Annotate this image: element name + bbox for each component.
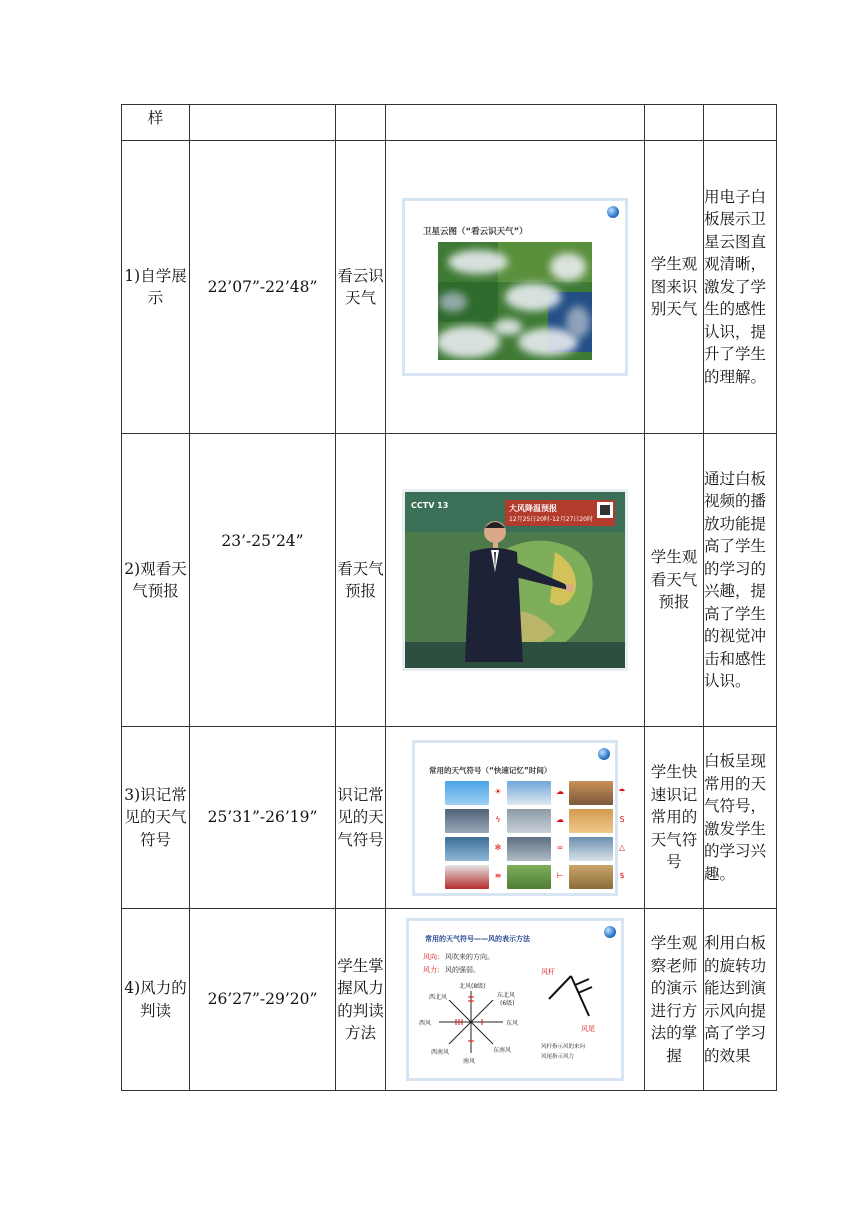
forecast-video-image (405, 492, 625, 668)
desert-tile (569, 865, 613, 889)
table-row (122, 105, 777, 141)
cell-image (386, 727, 645, 909)
compass-s: 南风 (463, 1058, 476, 1065)
sunny-tile (445, 781, 489, 805)
table-row (122, 141, 777, 434)
frost-icon: ≡ (494, 870, 502, 880)
cell-content: 看云识天气 (336, 141, 386, 434)
weather-symbols-slide (412, 740, 626, 896)
wind-icon: ⊢ (556, 870, 564, 880)
note-force: 风尾指示风力 (541, 1054, 575, 1060)
slide-caption: 常用的天气符号（“快速记忆”时间） (429, 765, 552, 775)
cell-step: 1)自学展示 (122, 141, 190, 434)
cell-time: 26’27”-29’20” (190, 909, 336, 1091)
sandstorm-icon: S (619, 814, 625, 824)
snow-icon: ✻ (494, 842, 502, 852)
cell-step: 3)识记常见的天气符号 (122, 727, 190, 909)
table-row (122, 909, 777, 1091)
table-row (122, 434, 777, 727)
cell-purpose: 通过白板视频的播放功能提高了学生的学习的兴趣，提高了学生的视觉冲击和感性认识。 (704, 434, 777, 727)
cell-time: 25’31”-26’19” (190, 727, 336, 909)
globe-icon (607, 206, 619, 218)
cctv-logo: CCTV 13 (411, 501, 449, 510)
rain-icon: ☂ (618, 786, 626, 796)
haze-icon: ∞ (556, 842, 564, 852)
slide-caption: 卫星云图（“看云识天气”） (423, 227, 528, 237)
dust-icon: $ (619, 870, 625, 880)
wind-barb-icon (549, 976, 592, 1016)
hail-tile (569, 837, 613, 861)
storm-tile (445, 809, 489, 833)
compass-se: 东南风 (493, 1047, 512, 1054)
cell-step: 2)观看天气预报 (122, 434, 190, 727)
cell-purpose: 用电子白板展示卫星云图直观清晰，激发了学生的感性认识，提升了学生的理解。 (704, 141, 777, 434)
wind-dir-text: 风吹来的方向。 (445, 953, 494, 961)
cell-student: 学生观看天气预报 (645, 434, 704, 727)
compass-e: 东风 (506, 1020, 519, 1027)
sunny-icon: ☀ (494, 786, 502, 796)
wind-force-label: 风力: (423, 966, 440, 974)
satellite-cloud-image (438, 242, 592, 360)
wind-dir-label: 风向: (423, 953, 440, 961)
cell-image (386, 434, 645, 727)
cell-time: 22’07”-22’48” (190, 141, 336, 434)
cell-image (386, 141, 645, 434)
wind-diagram (409, 921, 621, 1078)
weather-symbol-grid (445, 781, 627, 889)
cell-time: 23’-25’24” (190, 434, 336, 727)
overcast-tile (507, 809, 551, 833)
cell-student: 学生快速识记常用的天气符号 (645, 727, 704, 909)
cloud-icon: ☁ (556, 786, 564, 796)
cell-step: 4)风力的判读 (122, 909, 190, 1091)
slide-caption: 常用的天气符号——风的表示方法 (425, 935, 530, 943)
wind-symbol-slide (406, 918, 624, 1081)
bus-tile (445, 865, 489, 889)
compass-ne-level: (6级) (500, 1000, 515, 1007)
compass-w: 西风 (419, 1020, 432, 1027)
globe-icon (598, 748, 610, 760)
tail-label: 风尾 (581, 1025, 595, 1033)
cell-content: 识记常见的天气符号 (336, 727, 386, 909)
compass-sw: 西南风 (431, 1049, 450, 1056)
cell-image (386, 909, 645, 1091)
cell-step: 样 (122, 105, 190, 141)
city-tile (507, 837, 551, 861)
note-direction: 风杆指示风的来向 (541, 1044, 586, 1050)
lesson-table (121, 104, 777, 1091)
cell-content: 看天气预报 (336, 434, 386, 727)
fog-tile (445, 837, 489, 861)
cell-student: 学生观察老师的演示进行方法的掌握 (645, 909, 704, 1091)
table-row (122, 727, 777, 909)
pole-label: 风杆 (541, 968, 555, 976)
cell-purpose: 白板呈现常用的天气符号，激发学生的学习兴趣。 (704, 727, 777, 909)
forecast-date: 12月25日20时-12月27日20时 (509, 516, 593, 523)
forecast-title: 大风降温预报 (509, 504, 557, 513)
storm-icon: ϟ (495, 814, 501, 824)
cell-student: 学生观图来识别天气 (645, 141, 704, 434)
overcast-icon: ☁ (556, 814, 564, 824)
wind-compass (439, 991, 503, 1053)
cell-content: 学生掌握风力的判读方法 (336, 909, 386, 1091)
compass-n: 北风(8级) (459, 983, 486, 990)
sand-tile (569, 809, 613, 833)
compass-ne: 东北风 (497, 992, 516, 999)
wind-force-text: 风的强弱。 (445, 966, 480, 974)
cell-purpose: 利用白板的旋转功能达到演示风向提高了学习的效果 (704, 909, 777, 1091)
compass-nw: 西北风 (429, 994, 448, 1001)
forecast-video-frame (402, 489, 628, 671)
satellite-slide (402, 198, 628, 376)
rain-tile (569, 781, 613, 805)
field-tile (507, 865, 551, 889)
hail-icon: △ (618, 842, 626, 852)
cloudy-tile (507, 781, 551, 805)
